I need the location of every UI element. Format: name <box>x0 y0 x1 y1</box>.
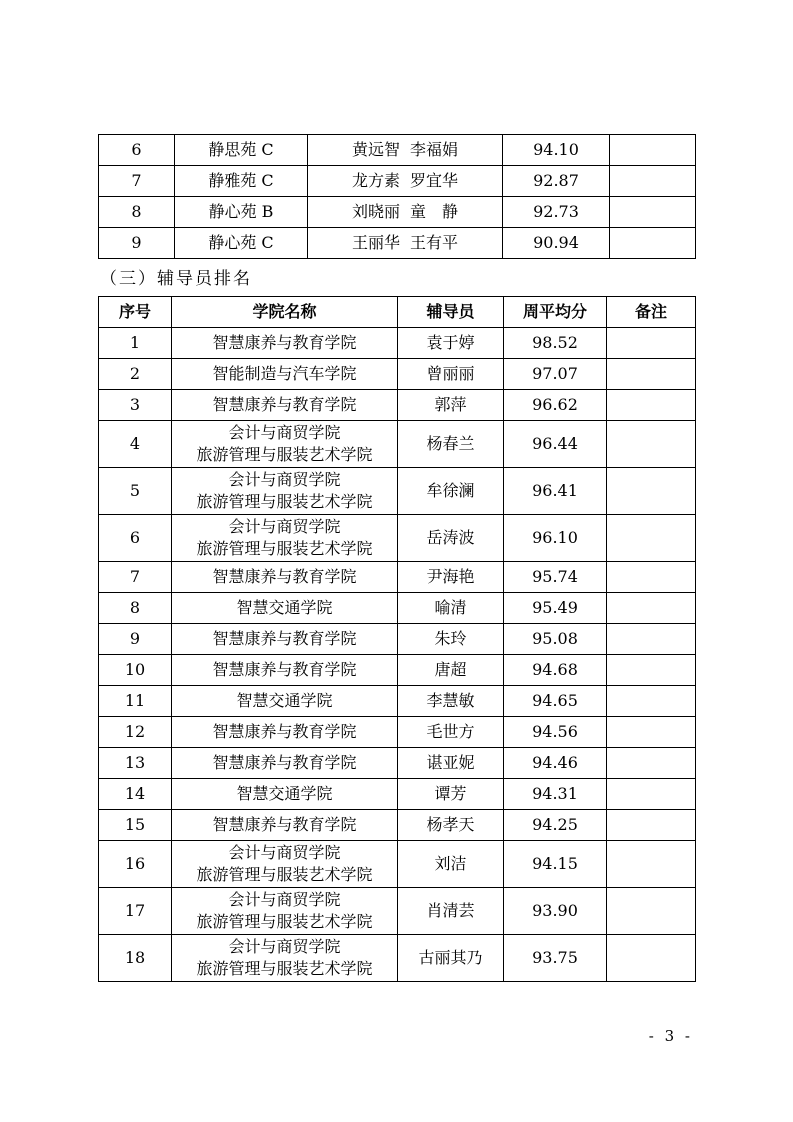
rank-cell: 6 <box>99 515 172 562</box>
dorm-name-cell: 静雅苑 C <box>175 166 308 197</box>
table-row <box>99 655 696 686</box>
college-cell <box>172 562 398 593</box>
rank-cell: 7 <box>99 166 175 197</box>
section-title: （三）辅导员排名 <box>100 269 252 289</box>
college-name-line: 会计与商贸学院 <box>228 937 341 956</box>
note-cell <box>607 421 696 468</box>
supervisor-name: 童 静 <box>410 202 459 221</box>
note-cell <box>607 686 696 717</box>
rank-cell: 8 <box>99 593 172 624</box>
college-cell <box>172 624 398 655</box>
rank-cell: 17 <box>99 888 172 935</box>
college-cell <box>172 748 398 779</box>
college-cell <box>172 390 398 421</box>
note-cell <box>607 390 696 421</box>
rank-cell: 14 <box>99 779 172 810</box>
score-cell: 96.41 <box>504 468 607 515</box>
note-cell <box>607 515 696 562</box>
note-cell <box>607 888 696 935</box>
score-cell: 94.31 <box>504 779 607 810</box>
note-cell <box>607 935 696 982</box>
college-name-line: 会计与商贸学院 <box>228 517 341 536</box>
college-cell <box>172 359 398 390</box>
college-cell <box>172 779 398 810</box>
note-cell <box>610 166 696 197</box>
counselor-name-cell: 谌亚妮 <box>398 748 504 779</box>
page-number: - 3 - <box>648 1027 693 1045</box>
note-cell <box>607 359 696 390</box>
college-cell <box>172 810 398 841</box>
counselor-name-cell: 毛世方 <box>398 717 504 748</box>
college-name-line: 会计与商贸学院 <box>228 470 341 489</box>
counselor-name-cell: 岳涛波 <box>398 515 504 562</box>
supervisor-names-cell <box>308 197 503 228</box>
counselor-name-cell: 尹海艳 <box>398 562 504 593</box>
table-row <box>99 810 696 841</box>
table-row <box>99 888 696 935</box>
header-score: 周平均分 <box>504 297 607 328</box>
supervisor-name: 龙方素 <box>351 171 400 190</box>
counselor-name-cell: 牟徐澜 <box>398 468 504 515</box>
college-name-line: 智慧康养与教育学院 <box>212 567 357 586</box>
college-name-line: 智慧康养与教育学院 <box>212 333 357 352</box>
score-cell: 96.44 <box>504 421 607 468</box>
college-cell <box>172 888 398 935</box>
counselor-name-cell: 朱玲 <box>398 624 504 655</box>
counselor-name-cell: 唐超 <box>398 655 504 686</box>
college-name-line: 智慧康养与教育学院 <box>212 753 357 772</box>
score-cell: 98.52 <box>504 328 607 359</box>
college-name-line: 智慧康养与教育学院 <box>212 722 357 741</box>
college-name-line: 旅游管理与服装艺术学院 <box>196 912 373 931</box>
counselor-table-header <box>99 297 696 328</box>
rank-cell: 13 <box>99 748 172 779</box>
rank-cell: 16 <box>99 841 172 888</box>
dorm-name-cell: 静心苑 B <box>175 197 308 228</box>
score-cell: 94.65 <box>504 686 607 717</box>
table-row <box>99 686 696 717</box>
score-cell: 96.10 <box>504 515 607 562</box>
rank-cell: 10 <box>99 655 172 686</box>
supervisor-name: 黄远智 <box>351 140 400 159</box>
supervisor-name: 王丽华 <box>351 233 400 252</box>
counselor-name-cell: 杨孝天 <box>398 810 504 841</box>
counselor-name-cell: 肖清芸 <box>398 888 504 935</box>
college-name-line: 智慧交通学院 <box>236 784 333 803</box>
table-row <box>99 717 696 748</box>
rank-cell: 9 <box>99 624 172 655</box>
table-row <box>99 228 696 259</box>
supervisor-name: 王有平 <box>410 233 459 252</box>
college-name-line: 智慧康养与教育学院 <box>212 629 357 648</box>
note-cell <box>607 779 696 810</box>
score-cell: 95.74 <box>504 562 607 593</box>
score-cell: 96.62 <box>504 390 607 421</box>
note-cell <box>610 197 696 228</box>
table-row <box>99 779 696 810</box>
score-cell: 92.87 <box>503 166 610 197</box>
counselor-name-cell: 谭芳 <box>398 779 504 810</box>
college-cell <box>172 717 398 748</box>
counselor-name-cell: 李慧敏 <box>398 686 504 717</box>
college-name-line: 旅游管理与服装艺术学院 <box>196 445 373 464</box>
rank-cell: 1 <box>99 328 172 359</box>
note-cell <box>607 748 696 779</box>
college-cell <box>172 468 398 515</box>
college-name-line: 智慧交通学院 <box>236 691 333 710</box>
score-cell: 94.68 <box>504 655 607 686</box>
rank-cell: 9 <box>99 228 175 259</box>
college-cell <box>172 655 398 686</box>
college-name-line: 智慧交通学院 <box>236 598 333 617</box>
college-cell <box>172 686 398 717</box>
supervisor-name: 刘晓丽 <box>351 202 400 221</box>
college-name-line: 智慧康养与教育学院 <box>212 395 357 414</box>
college-name-line: 智能制造与汽车学院 <box>212 364 357 383</box>
note-cell <box>607 593 696 624</box>
rank-cell: 2 <box>99 359 172 390</box>
note-cell <box>607 328 696 359</box>
score-cell: 94.56 <box>504 717 607 748</box>
table-row <box>99 515 696 562</box>
dorm-name-cell: 静思苑 C <box>175 135 308 166</box>
header-counselor: 辅导员 <box>398 297 504 328</box>
dorm-table-body <box>99 135 696 259</box>
counselor-name-cell: 古丽其乃 <box>398 935 504 982</box>
header-college: 学院名称 <box>172 297 398 328</box>
counselor-name-cell: 郭萍 <box>398 390 504 421</box>
college-name-line: 智慧康养与教育学院 <box>212 660 357 679</box>
counselor-name-cell: 杨春兰 <box>398 421 504 468</box>
score-cell: 90.94 <box>503 228 610 259</box>
table-row <box>99 748 696 779</box>
note-cell <box>607 810 696 841</box>
supervisor-names-cell <box>308 135 503 166</box>
supervisor-name: 罗宜华 <box>410 171 459 190</box>
score-cell: 95.49 <box>504 593 607 624</box>
dorm-ranking-table <box>98 134 696 259</box>
score-cell: 94.15 <box>504 841 607 888</box>
college-name-line: 旅游管理与服装艺术学院 <box>196 539 373 558</box>
rank-cell: 12 <box>99 717 172 748</box>
rank-cell: 6 <box>99 135 175 166</box>
table-row <box>99 562 696 593</box>
table-row <box>99 935 696 982</box>
header-note: 备注 <box>607 297 696 328</box>
rank-cell: 8 <box>99 197 175 228</box>
supervisor-name: 李福娟 <box>410 140 459 159</box>
rank-cell: 3 <box>99 390 172 421</box>
counselor-table-body <box>99 328 696 982</box>
college-name-line: 会计与商贸学院 <box>228 843 341 862</box>
table-row <box>99 593 696 624</box>
rank-cell: 7 <box>99 562 172 593</box>
college-cell <box>172 328 398 359</box>
college-cell <box>172 841 398 888</box>
college-name-line: 会计与商贸学院 <box>228 890 341 909</box>
dorm-name-cell: 静心苑 C <box>175 228 308 259</box>
college-cell <box>172 515 398 562</box>
college-name-line: 旅游管理与服装艺术学院 <box>196 865 373 884</box>
note-cell <box>610 228 696 259</box>
counselor-name-cell: 喻清 <box>398 593 504 624</box>
note-cell <box>607 562 696 593</box>
college-name-line: 会计与商贸学院 <box>228 423 341 442</box>
header-row <box>99 297 696 328</box>
table-row <box>99 841 696 888</box>
table-row <box>99 468 696 515</box>
header-rank: 序号 <box>99 297 172 328</box>
counselor-ranking-table <box>98 296 696 982</box>
counselor-name-cell: 刘洁 <box>398 841 504 888</box>
score-cell: 97.07 <box>504 359 607 390</box>
score-cell: 94.46 <box>504 748 607 779</box>
table-row <box>99 135 696 166</box>
rank-cell: 18 <box>99 935 172 982</box>
table-row <box>99 359 696 390</box>
rank-cell: 4 <box>99 421 172 468</box>
rank-cell: 11 <box>99 686 172 717</box>
college-cell <box>172 935 398 982</box>
table-row <box>99 166 696 197</box>
score-cell: 94.10 <box>503 135 610 166</box>
supervisor-names-cell <box>308 166 503 197</box>
table-row <box>99 390 696 421</box>
table-row <box>99 197 696 228</box>
note-cell <box>607 655 696 686</box>
college-cell <box>172 593 398 624</box>
score-cell: 92.73 <box>503 197 610 228</box>
rank-cell: 15 <box>99 810 172 841</box>
rank-cell: 5 <box>99 468 172 515</box>
note-cell <box>607 841 696 888</box>
college-name-line: 旅游管理与服装艺术学院 <box>196 959 373 978</box>
table-row <box>99 421 696 468</box>
college-name-line: 智慧康养与教育学院 <box>212 815 357 834</box>
college-cell <box>172 421 398 468</box>
table-row <box>99 328 696 359</box>
counselor-name-cell: 曾丽丽 <box>398 359 504 390</box>
note-cell <box>607 468 696 515</box>
college-name-line: 旅游管理与服装艺术学院 <box>196 492 373 511</box>
note-cell <box>607 717 696 748</box>
supervisor-names-cell <box>308 228 503 259</box>
note-cell <box>607 624 696 655</box>
counselor-name-cell: 袁于婷 <box>398 328 504 359</box>
score-cell: 94.25 <box>504 810 607 841</box>
table-row <box>99 624 696 655</box>
score-cell: 93.75 <box>504 935 607 982</box>
score-cell: 95.08 <box>504 624 607 655</box>
score-cell: 93.90 <box>504 888 607 935</box>
note-cell <box>610 135 696 166</box>
